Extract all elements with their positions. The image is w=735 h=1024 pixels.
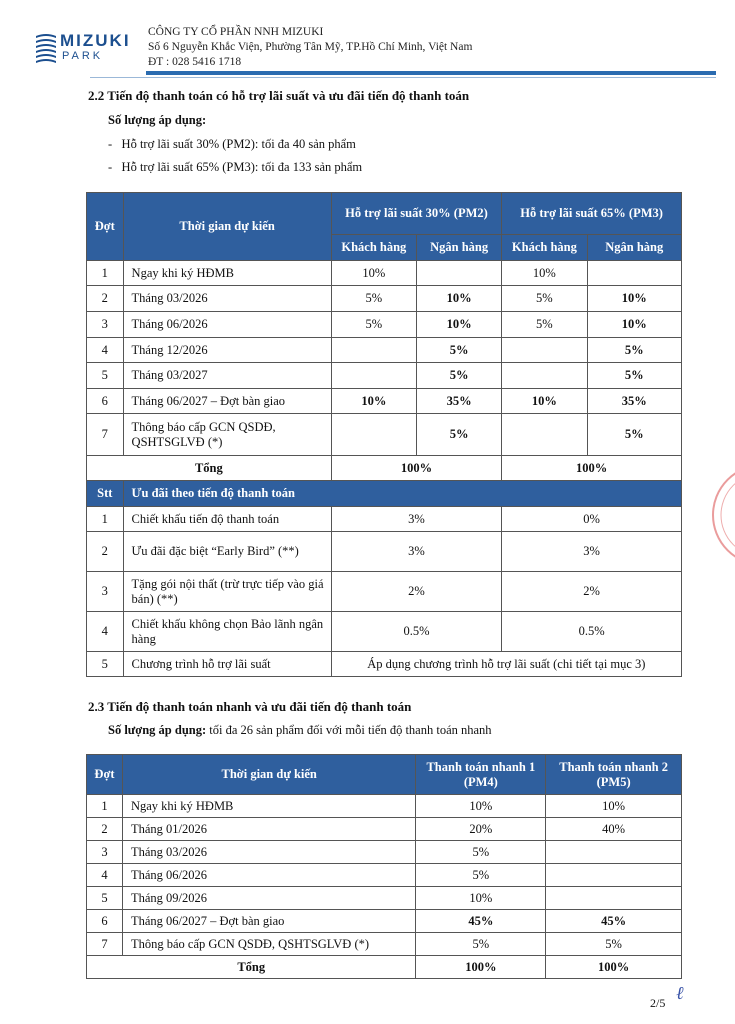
cell-pm5: 10%: [546, 795, 682, 818]
cell-stt: 1: [87, 507, 124, 532]
logo-subtext: PARK: [62, 50, 104, 62]
cell-stt: 5: [87, 652, 124, 677]
cell-pm5: [546, 841, 682, 864]
bullet-item: - Hỗ trợ lãi suất 30% (PM2): tối đa 40 sản phẩm: [108, 137, 356, 151]
table-row: [87, 887, 682, 910]
section-2-3-applied: [108, 723, 492, 738]
cell-dot: 3: [87, 312, 124, 338]
subheader-customer: Khách hàng: [502, 235, 587, 261]
table-row: [87, 841, 682, 864]
total-row: [87, 956, 682, 979]
cell-pm3-bank: 5%: [587, 414, 681, 456]
cell-time: Tháng 06/2027 – Đợt bàn giao: [123, 389, 331, 414]
header-divider: [146, 71, 716, 75]
cell-pm3-customer: 5%: [502, 286, 587, 312]
company-logo: [34, 30, 146, 70]
cell-time: Ngay khi ký HĐMB: [122, 795, 415, 818]
cell-pm2-customer: 5%: [331, 286, 416, 312]
cell-dot: 6: [87, 389, 124, 414]
company-address: Số 6 Nguyễn Khắc Viện, Phường Tân Mỹ, TP.Hồ Chí Minh, Việt Nam: [148, 41, 473, 53]
cell-incentive-pm3: 2%: [502, 572, 682, 612]
cell-time: Tháng 06/2026: [122, 864, 415, 887]
cell-pm2-bank: 10%: [416, 286, 501, 312]
company-info: [148, 25, 472, 70]
cell-stt: 3: [87, 572, 124, 612]
cell-pm4: 5%: [416, 864, 546, 887]
cell-pm3-bank: 10%: [587, 312, 681, 338]
cell-pm2-bank: [416, 261, 501, 286]
red-stamp-icon: [703, 455, 735, 575]
header-pm2: Hỗ trợ lãi suất 30% (PM2): [331, 193, 502, 235]
section-2-2-title: 2.2 Tiến độ thanh toán có hỗ trợ lãi suất và ưu đãi tiến độ thanh toán: [88, 88, 470, 103]
header-pm5: Thanh toán nhanh 2 (PM5): [546, 755, 682, 795]
section-2-2-applied-label: Số lượng áp dụng:: [108, 113, 207, 127]
section-2-3-applied-label: Số lượng áp dụng:: [108, 723, 207, 737]
cell-pm2-customer: [331, 338, 416, 363]
header-stt: Stt: [87, 481, 124, 507]
cell-pm3-customer: [502, 414, 587, 456]
cell-time: Tháng 06/2026: [123, 312, 331, 338]
cell-time: Tháng 03/2027: [123, 363, 331, 389]
cell-pm2-customer: 10%: [331, 389, 416, 414]
cell-pm3-bank: 5%: [587, 338, 681, 363]
cell-pm2-bank: 35%: [416, 389, 501, 414]
table-row: [87, 261, 682, 286]
cell-pm2-bank: 5%: [416, 363, 501, 389]
table-row: [87, 389, 682, 414]
cell-pm2-bank: 5%: [416, 414, 501, 456]
table-row: [87, 933, 682, 956]
cell-incentive-name: Chiết khấu không chọn Bảo lãnh ngân hàng: [123, 612, 331, 652]
cell-pm2-customer: 5%: [331, 312, 416, 338]
cell-dot: 4: [87, 864, 123, 887]
table-row: [87, 338, 682, 363]
cell-time: Tháng 03/2026: [122, 841, 415, 864]
header-pm4: Thanh toán nhanh 1 (PM4): [416, 755, 546, 795]
page-number: 2/5: [650, 996, 666, 1010]
total-row: [87, 456, 682, 481]
header-time: Thời gian dự kiến: [123, 193, 331, 261]
cell-time: Tháng 01/2026: [122, 818, 415, 841]
cell-pm3-customer: 5%: [502, 312, 587, 338]
cell-pm5: [546, 864, 682, 887]
total-pm4: 100%: [416, 956, 546, 979]
cell-pm5: 40%: [546, 818, 682, 841]
total-pm2: 100%: [331, 456, 502, 481]
cell-incentive-pm2: 0.5%: [331, 612, 502, 652]
cell-incentive-pm3: 3%: [502, 532, 682, 572]
cell-incentive-name: Chiết khấu tiến độ thanh toán: [123, 507, 331, 532]
cell-pm3-customer: 10%: [502, 261, 587, 286]
header-dot: Đợt: [87, 193, 124, 261]
cell-incentive-name: Tặng gói nội thất (trừ trực tiếp vào giá bán) (**): [123, 572, 331, 612]
cell-pm3-bank: 5%: [587, 363, 681, 389]
header-pm3: Hỗ trợ lãi suất 65% (PM3): [502, 193, 682, 235]
cell-dot: 1: [87, 261, 124, 286]
table-pm4-pm5: [86, 754, 682, 979]
cell-incentive-value: Áp dụng chương trình hỗ trợ lãi suất (chi tiết tại mục 3): [331, 652, 681, 677]
incentive-row: [87, 532, 682, 572]
cell-pm3-bank: 35%: [587, 389, 681, 414]
table-row: [87, 414, 682, 456]
cell-incentive-name: Ưu đãi đặc biệt “Early Bird” (**): [123, 532, 331, 572]
cell-pm5: 45%: [546, 910, 682, 933]
cell-pm3-customer: [502, 363, 587, 389]
cell-dot: 1: [87, 795, 123, 818]
cell-dot: 2: [87, 286, 124, 312]
cell-pm4: 10%: [416, 887, 546, 910]
total-label: Tổng: [87, 956, 416, 979]
cell-incentive-pm3: 0.5%: [502, 612, 682, 652]
cell-pm4: 10%: [416, 795, 546, 818]
header-time: Thời gian dự kiến: [122, 755, 415, 795]
cell-incentive-pm3: 0%: [502, 507, 682, 532]
cell-time: Ngay khi ký HĐMB: [123, 261, 331, 286]
total-label: Tổng: [87, 456, 332, 481]
cell-pm3-customer: 10%: [502, 389, 587, 414]
cell-dot: 7: [87, 414, 124, 456]
table-row: [87, 818, 682, 841]
incentive-row: [87, 507, 682, 532]
header-divider-thin: [90, 77, 716, 78]
cell-pm4: 20%: [416, 818, 546, 841]
incentive-row: [87, 572, 682, 612]
cell-incentive-name: Chương trình hỗ trợ lãi suất: [123, 652, 331, 677]
cell-pm5: 5%: [546, 933, 682, 956]
cell-incentive-pm2: 3%: [331, 532, 502, 572]
section-2-3-applied-text: tối đa 26 sản phẩm đối với mỗi tiến độ thanh toán nhanh: [209, 723, 492, 737]
cell-pm3-bank: 10%: [587, 286, 681, 312]
section-2-3-title: 2.3 Tiến độ thanh toán nhanh và ưu đãi tiến độ thanh toán: [88, 699, 412, 714]
cell-dot: 7: [87, 933, 123, 956]
cell-pm5: [546, 887, 682, 910]
cell-time: Thông báo cấp GCN QSDĐ, QSHTSGLVĐ (*): [122, 933, 415, 956]
cell-pm4: 45%: [416, 910, 546, 933]
company-name: CÔNG TY CỔ PHẦN NNH MIZUKI: [148, 26, 324, 38]
cell-pm3-customer: [502, 338, 587, 363]
cell-dot: 4: [87, 338, 124, 363]
cell-time: Thông báo cấp GCN QSDĐ, QSHTSGLVĐ (*): [123, 414, 331, 456]
cell-time: Tháng 12/2026: [123, 338, 331, 363]
cell-pm2-bank: 5%: [416, 338, 501, 363]
cell-pm4: 5%: [416, 841, 546, 864]
signature-mark: ℓ: [676, 983, 684, 1003]
table-row: [87, 286, 682, 312]
table-row: [87, 795, 682, 818]
cell-time: Tháng 06/2027 – Đợt bàn giao: [122, 910, 415, 933]
table-row: [87, 910, 682, 933]
cell-time: Tháng 09/2026: [122, 887, 415, 910]
incentive-row: [87, 612, 682, 652]
subheader-customer: Khách hàng: [331, 235, 416, 261]
cell-pm2-bank: 10%: [416, 312, 501, 338]
cell-incentive-pm2: 2%: [331, 572, 502, 612]
table-row: [87, 312, 682, 338]
header-dot: Đợt: [87, 755, 123, 795]
cell-pm3-bank: [587, 261, 681, 286]
cell-stt: 4: [87, 612, 124, 652]
cell-dot: 5: [87, 363, 124, 389]
cell-pm4: 5%: [416, 933, 546, 956]
cell-stt: 2: [87, 532, 124, 572]
total-pm3: 100%: [502, 456, 682, 481]
cell-dot: 2: [87, 818, 123, 841]
cell-time: Tháng 03/2026: [123, 286, 331, 312]
cell-dot: 5: [87, 887, 123, 910]
company-phone: ĐT : 028 5416 1718: [148, 56, 242, 68]
subheader-bank: Ngân hàng: [416, 235, 501, 261]
cell-dot: 3: [87, 841, 123, 864]
table-row: [87, 363, 682, 389]
cell-pm2-customer: [331, 414, 416, 456]
incentive-row: [87, 652, 682, 677]
table-row: [87, 864, 682, 887]
total-pm5: 100%: [546, 956, 682, 979]
cell-pm2-customer: 10%: [331, 261, 416, 286]
table-pm2-pm3: [86, 192, 682, 677]
waves-logo-icon: [34, 32, 58, 64]
cell-pm2-customer: [331, 363, 416, 389]
subheader-bank: Ngân hàng: [587, 235, 681, 261]
header-incentive: Ưu đãi theo tiến độ thanh toán: [123, 481, 681, 507]
cell-incentive-pm2: 3%: [331, 507, 502, 532]
bullet-item: - Hỗ trợ lãi suất 65% (PM3): tối đa 133 sản phẩm: [108, 160, 363, 174]
logo-text: MIZUKI: [60, 31, 131, 50]
cell-dot: 6: [87, 910, 123, 933]
